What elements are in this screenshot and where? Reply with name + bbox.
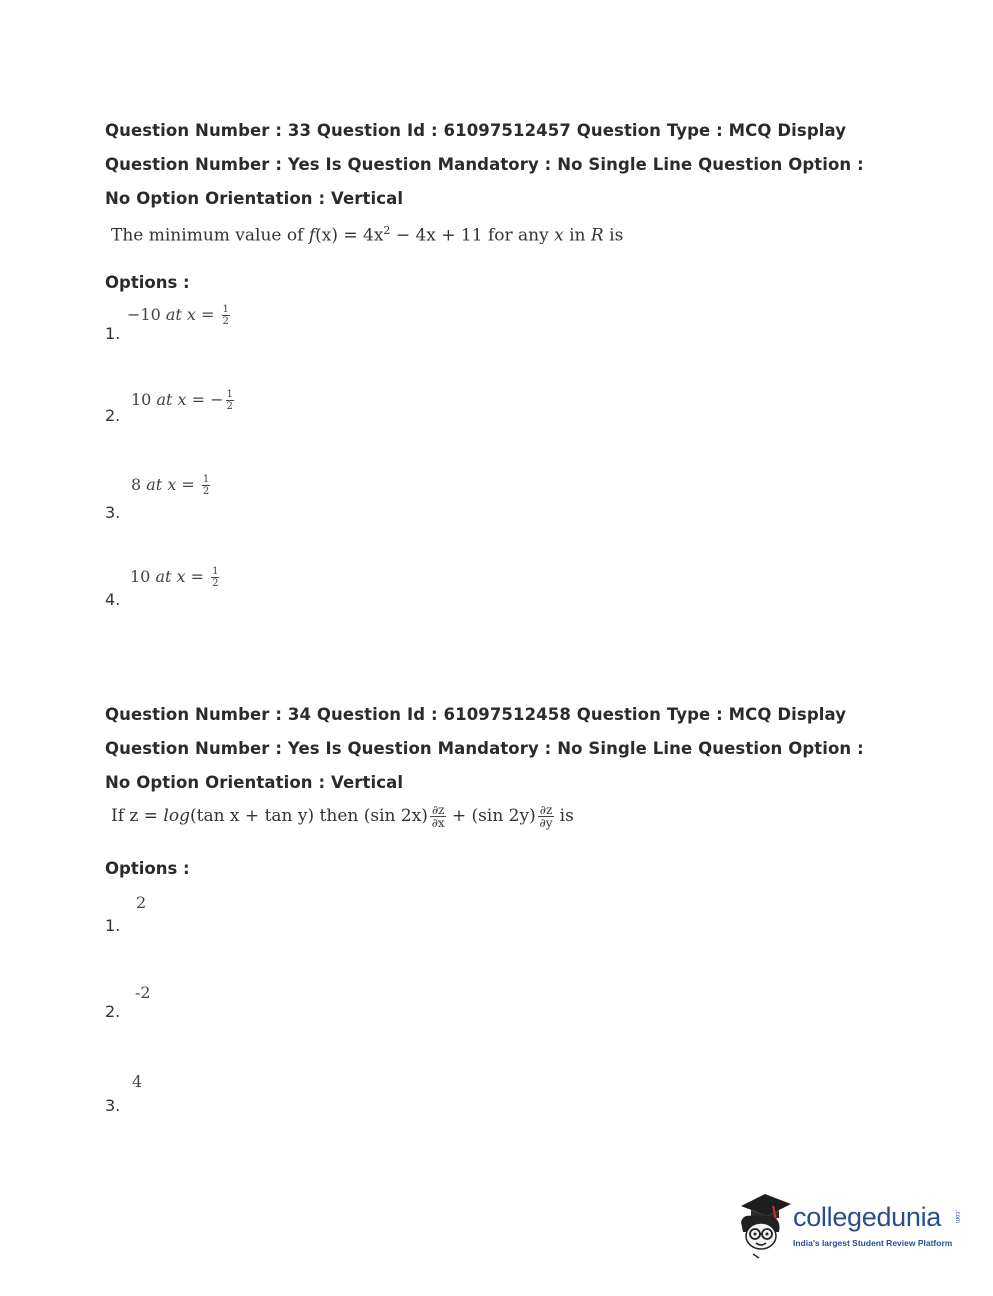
option-value[interactable]: −10 at x = $\frac{1}{2}$ <box>127 304 229 327</box>
option-value[interactable]: 4 <box>132 1072 143 1091</box>
options-label-33: Options : <box>105 273 190 292</box>
question-33-meta: Question Number : 33 Question Id : 61097512457 Question Type : MCQ Display Question Number : Yes Is Question Mandatory : No Single Line Question Option : No Option Orientation : Vertical <box>105 121 864 208</box>
option-number: 4. <box>105 590 121 609</box>
option-number: 3. <box>105 503 121 522</box>
logo-tagline: India's largest Student Review Platform <box>793 1238 953 1248</box>
logo-domain: .com <box>954 1210 960 1224</box>
options-label-34: Options : <box>105 859 190 878</box>
question-34-meta: Question Number : 34 Question Id : 61097512458 Question Type : MCQ Display Question Number : Yes Is Question Mandatory : No Single Line Question Option : No Option Orientation : Vertical <box>105 705 864 792</box>
question-34-stem: If z = log(tan x + tan y) then (sin 2x) $\frac{\partial z}{\partial x}$ + (sin 2y) $\frac{\partial z}{\partial y}$ is <box>111 803 574 830</box>
option-value[interactable]: -2 <box>135 983 151 1002</box>
collegedunia-logo[interactable] <box>735 1188 965 1263</box>
option-value[interactable]: 10 at x = $\frac{1}{2}$ <box>130 566 219 589</box>
option-number: 2. <box>105 1002 121 1021</box>
option-value[interactable]: 2 <box>136 893 147 912</box>
option-value[interactable]: 8 at x = $\frac{1}{2}$ <box>131 474 210 497</box>
graduate-mascot-icon <box>735 1188 793 1260</box>
logo-wordmark: collegedunia <box>793 1202 942 1232</box>
question-33-stem: The minimum value of $f(x) = 4x^2 - 4x + 11$ for any x in R is <box>111 224 624 246</box>
option-number: 1. <box>105 916 121 935</box>
option-value[interactable]: 10 at x = − $\frac{1}{2}$ <box>131 389 233 412</box>
option-number: 1. <box>105 324 121 343</box>
option-number: 2. <box>105 406 121 425</box>
option-number: 3. <box>105 1096 121 1115</box>
